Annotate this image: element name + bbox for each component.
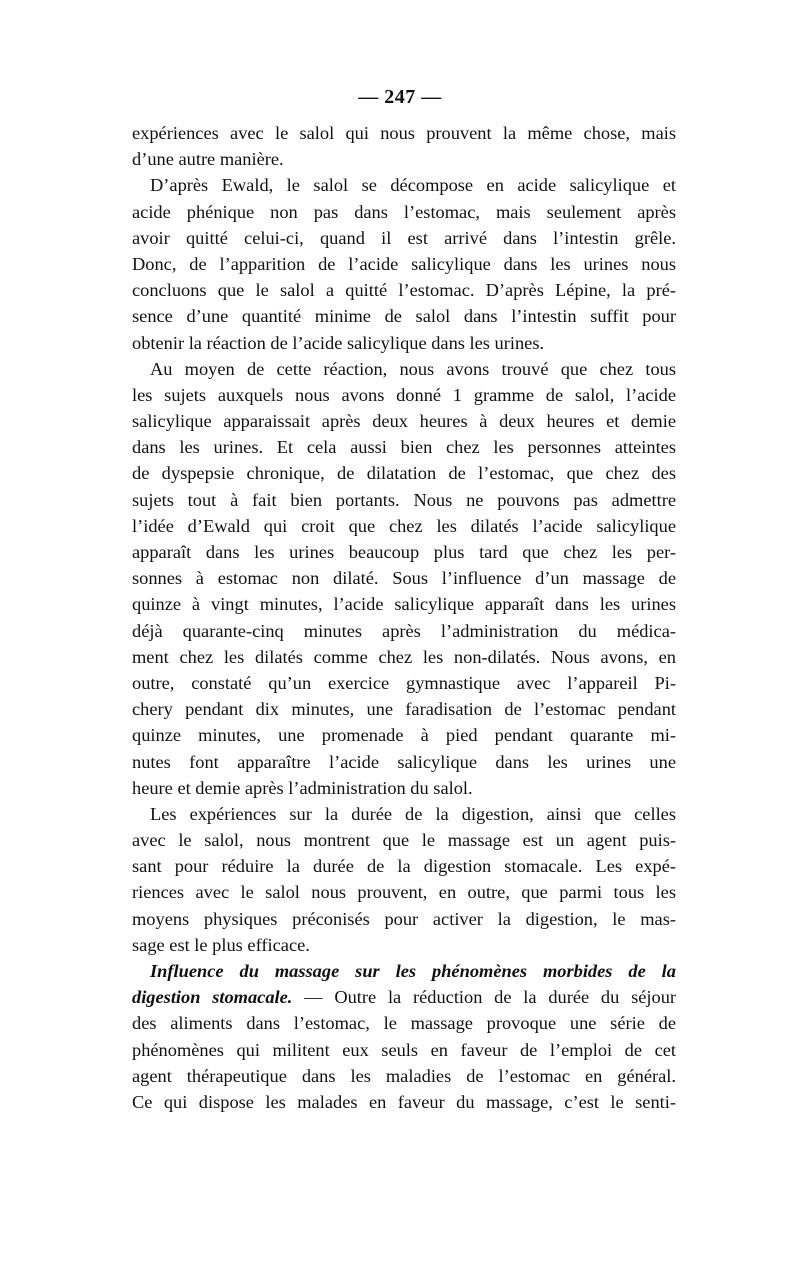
text-line: avoir quitté celui-ci, quand il est arrivé dans l’intestin grêle. (132, 227, 676, 248)
section-heading-line-1 (132, 958, 676, 984)
text-line: outre, constaté qu’un exercice gymnastique avec l’appareil Pi- (132, 672, 676, 693)
text-line: Les expériences sur la durée de la digestion, ainsi que celles (150, 803, 676, 824)
text-line: heure et demie après l’administration du salol. (132, 777, 473, 798)
text-line: sant pour réduire la durée de la digestion stomacale. Les expé- (132, 856, 676, 877)
text-line: chery pendant dix minutes, une faradisation de l’estomac pendant (132, 699, 676, 720)
text-line: concluons que le salol a quitté l’estomac. D’après Lépine, la pré- (132, 280, 676, 301)
section-heading-italic: Influence du massage sur les phénomènes morbides de la (150, 961, 676, 981)
text-line: salicylique apparaissait après deux heures à deux heures et demie (132, 411, 676, 432)
text-line: des aliments dans l’estomac, le massage provoque une série de (132, 1013, 676, 1034)
page-number: — 247 — (358, 86, 442, 108)
text-line: obtenir la réaction de l’acide salicylique dans les urines. (132, 332, 545, 353)
section-heading-italic-end: digestion stomacale. (132, 987, 293, 1008)
text-line: moyens physiques préconisés pour activer la digestion, le mas- (132, 908, 676, 929)
text-line: acide phénique non pas dans l’estomac, mais seulement après (132, 201, 676, 222)
text-line: riences avec le salol nous prouvent, en outre, que parmi tous les (132, 882, 676, 903)
text-line: expériences avec le salol qui nous prouvent la même chose, mais (132, 123, 676, 143)
text-line: d’une autre manière. (132, 149, 284, 170)
text-line: nutes font apparaître l’acide salicylique dans les urines une (132, 751, 676, 772)
text-line: l’idée d’Ewald qui croit que chez les dilatés l’acide salicylique (132, 515, 676, 536)
text-line: déjà quarante-cinq minutes après l’administration du médica- (132, 620, 676, 641)
text-line: quinze à vingt minutes, l’acide salicylique apparaît dans les urines (132, 594, 676, 615)
text-line: sence d’une quantité minime de salol dans l’intestin suffit pour (132, 306, 676, 327)
text-line: sage est le plus efficace. (132, 934, 310, 955)
text-line: sonnes à estomac non dilaté. Sous l’influence d’un massage de (132, 568, 676, 589)
closing-lines (132, 1010, 676, 1115)
text-line: apparaît dans les urines beaucoup plus tard que chez les per- (132, 542, 676, 562)
text-line: quinze minutes, une promenade à pied pendant quarante mi- (132, 725, 676, 746)
section-heading-line-2 (132, 984, 676, 1010)
section-heading-continuation: — Outre la réduction de la durée du séjour (292, 987, 676, 1008)
text-line: de dyspepsie chronique, de dilatation de l’estomac, que chez des (132, 463, 676, 484)
text-line: les sujets auxquels nous avons donné 1 gramme de salol, l’acide (132, 384, 676, 405)
paragraph-lines (132, 120, 676, 958)
text-line: Au moyen de cette réaction, nous avons trouvé que chez tous (150, 358, 676, 379)
text-line: Donc, de l’apparition de l’acide salicylique dans les urines nous (132, 253, 676, 274)
text-line: sujets tout à fait bien portants. Nous ne pouvons pas admettre (132, 489, 676, 510)
body-text (132, 120, 676, 1115)
text-line: phénomènes qui militent eux seuls en faveur de l’emploi de cet (132, 1039, 676, 1060)
text-line: avec le salol, nous montrent que le massage est un agent puis- (132, 830, 676, 851)
text-line: D’après Ewald, le salol se décompose en acide salicylique et (150, 175, 676, 196)
text-line: dans les urines. Et cela aussi bien chez les personnes atteintes (132, 437, 676, 458)
text-line: ment chez les dilatés comme chez les non-dilatés. Nous avons, en (132, 646, 676, 667)
text-line: Ce qui dispose les malades en faveur du massage, c’est le senti- (132, 1091, 676, 1112)
text-line: agent thérapeutique dans les maladies de l’estomac en général. (132, 1065, 676, 1086)
